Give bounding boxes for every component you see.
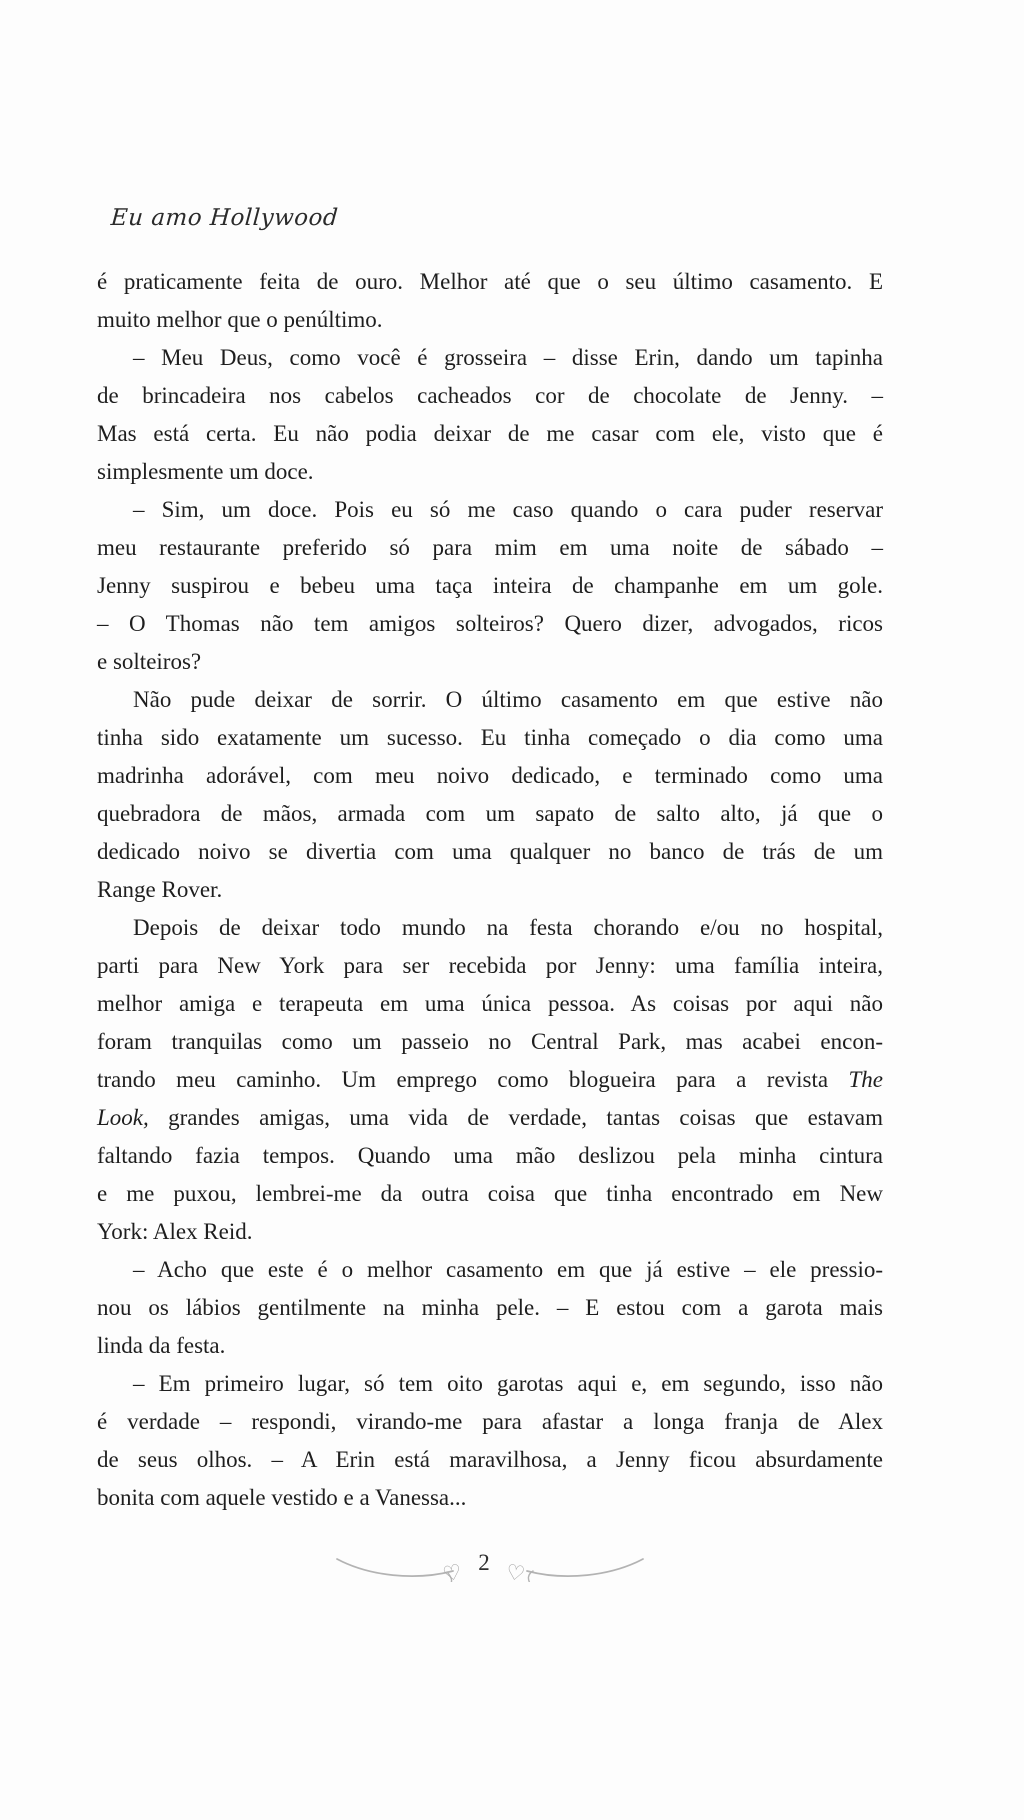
text-segment: e solteiros?	[97, 649, 202, 674]
text-line	[97, 1175, 883, 1213]
text-line	[97, 567, 883, 605]
page-number: 2	[478, 1550, 490, 1575]
text-line	[97, 871, 883, 909]
text-segment: – Acho que este é o melhor casamento em que já estive – ele pressio-	[133, 1257, 883, 1282]
text-segment: – O Thomas não tem amigos solteiros? Quero dizer, advogados, ricos	[97, 611, 883, 636]
text-line	[97, 263, 883, 301]
paragraph	[97, 681, 883, 909]
text-segment: de seus olhos. – A Erin está maravilhosa, a Jenny ficou absurdamente	[97, 1447, 883, 1472]
text-line	[97, 1213, 883, 1251]
text-line	[97, 1251, 883, 1289]
text-segment: dedicado noivo se divertia com uma qualquer no banco de trás de um	[97, 839, 883, 864]
text-segment: faltando fazia tempos. Quando uma mão deslizou pela minha cintura	[97, 1143, 883, 1168]
text-line	[97, 1403, 883, 1441]
text-line	[97, 1327, 883, 1365]
paragraph	[97, 339, 883, 491]
text-line	[97, 377, 883, 415]
text-segment: meu restaurante preferido só para mim em uma noite de sábado –	[97, 535, 883, 560]
text-line	[97, 757, 883, 795]
text-segment: – Sim, um doce. Pois eu só me caso quando o cara puder reservar	[133, 497, 883, 522]
text-segment: e me puxou, lembrei-me da outra coisa que tinha encontrado em New	[97, 1181, 883, 1206]
text-line	[97, 453, 883, 491]
text-line	[97, 1099, 883, 1137]
text-segment: Range Rover.	[97, 877, 223, 902]
running-header: Eu amo Hollywood	[110, 205, 340, 231]
paragraph	[97, 491, 883, 681]
text-segment: melhor amiga e terapeuta em uma única pessoa. As coisas por aqui não	[97, 991, 883, 1016]
text-line	[97, 643, 883, 681]
flourish-right-icon	[523, 1552, 645, 1582]
text-line	[97, 1061, 883, 1099]
text-line	[97, 301, 883, 339]
flourish-left-icon	[335, 1552, 457, 1582]
text-segment: Depois de deixar todo mundo na festa chorando e/ou no hospital,	[133, 915, 883, 940]
page-footer	[97, 1541, 883, 1593]
text-line	[97, 1365, 883, 1403]
text-segment: foram tranquilas como um passeio no Central Park, mas acabei encon-	[97, 1029, 883, 1054]
heart-icon: ♡	[503, 1559, 527, 1586]
text-line	[97, 947, 883, 985]
text-segment: trando meu caminho. Um emprego como blogueira para a revista	[97, 1067, 849, 1092]
text-segment: quebradora de mãos, armada com um sapato de salto alto, já que o	[97, 801, 883, 826]
text-line	[97, 985, 883, 1023]
text-segment: é praticamente feita de ouro. Melhor até que o seu último casamento. E	[97, 269, 883, 294]
text-segment: nou os lábios gentilmente na minha pele. – E estou com a garota mais	[97, 1295, 883, 1320]
text-line	[97, 1023, 883, 1061]
text-segment: de brincadeira nos cabelos cacheados cor de chocolate de Jenny. –	[97, 383, 883, 408]
text-segment: Mas está certa. Eu não podia deixar de me casar com ele, visto que é	[97, 421, 883, 446]
text-segment: tinha sido exatamente um sucesso. Eu tinha começado o dia como uma	[97, 725, 883, 750]
text-line	[97, 415, 883, 453]
text-line	[97, 605, 883, 643]
text-segment: Jenny suspirou e bebeu uma taça inteira de champanhe em um gole.	[97, 573, 883, 598]
body-text	[97, 263, 883, 1517]
text-segment: bonita com aquele vestido e a Vanessa...	[97, 1485, 467, 1510]
text-segment: é verdade – respondi, virando-me para afastar a longa franja de Alex	[97, 1409, 883, 1434]
text-line	[97, 719, 883, 757]
text-segment: – Meu Deus, como você é grosseira – disse Erin, dando um tapinha	[133, 345, 883, 370]
heart-icon: ♡	[441, 1558, 465, 1587]
text-segment: madrinha adorável, com meu noivo dedicado, e terminado como uma	[97, 763, 883, 788]
italic-text: The	[848, 1067, 883, 1092]
text-line	[97, 1137, 883, 1175]
text-segment: Não pude deixar de sorrir. O último casamento em que estive não	[133, 687, 883, 712]
text-line	[97, 833, 883, 871]
text-segment: – Em primeiro lugar, só tem oito garotas aqui e, em segundo, isso não	[133, 1371, 883, 1396]
text-segment: York: Alex Reid.	[97, 1219, 253, 1244]
text-line	[97, 681, 883, 719]
text-segment: simplesmente um doce.	[97, 459, 314, 484]
text-line	[97, 491, 883, 529]
text-line	[97, 1441, 883, 1479]
paragraph	[97, 1251, 883, 1365]
text-line	[97, 339, 883, 377]
text-segment: muito melhor que o penúltimo.	[97, 307, 383, 332]
text-line	[97, 1289, 883, 1327]
text-segment: grandes amigas, uma vida de verdade, tantas coisas que estavam	[148, 1105, 883, 1130]
italic-text: Look,	[97, 1105, 149, 1130]
text-segment: parti para New York para ser recebida por Jenny: uma família inteira,	[97, 953, 883, 978]
paragraph	[97, 263, 883, 339]
text-line	[97, 1479, 883, 1517]
text-line	[97, 795, 883, 833]
text-line	[97, 529, 883, 567]
text-line	[97, 909, 883, 947]
text-segment: linda da festa.	[97, 1333, 226, 1358]
paragraph	[97, 909, 883, 1251]
paragraph	[97, 1365, 883, 1517]
